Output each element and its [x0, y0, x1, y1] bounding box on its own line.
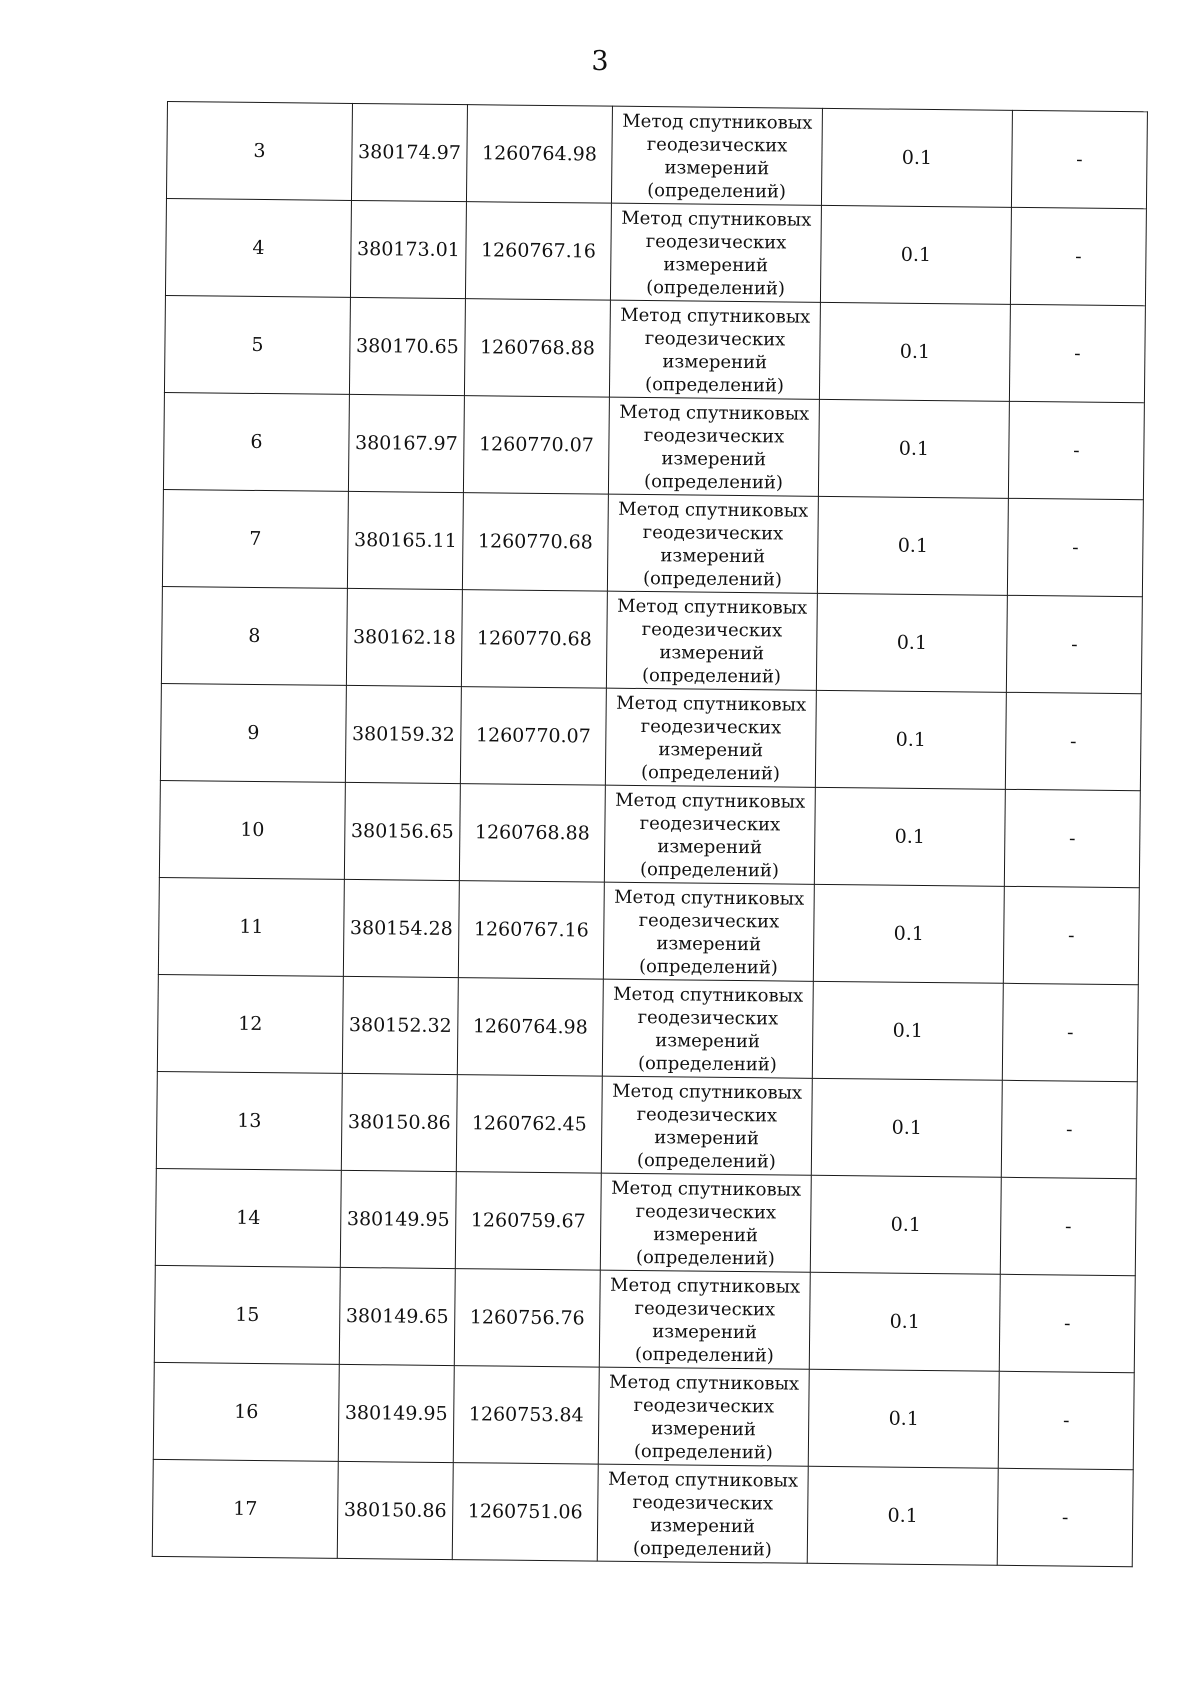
table-row [164, 295, 1145, 402]
table-row [156, 1071, 1137, 1178]
accuracy-cell: 0.1 [807, 1466, 998, 1565]
accuracy-cell: 0.1 [808, 1369, 999, 1468]
point-number-cell: 10 [159, 780, 345, 879]
note-cell: - [1002, 983, 1138, 1081]
note-cell: - [998, 1371, 1134, 1469]
y-coordinate-cell: 1260762.45 [456, 1075, 602, 1174]
accuracy-cell: 0.1 [812, 981, 1003, 1080]
point-number-cell: 7 [162, 489, 348, 588]
method-cell [611, 106, 822, 205]
method-line: геодезических [638, 909, 780, 933]
note-cell: - [999, 1274, 1135, 1372]
coordinates-table [152, 101, 1148, 1567]
method-cell [606, 591, 817, 690]
method-line: измерений [650, 1515, 756, 1538]
page-number: 3 [591, 46, 609, 77]
method-line: (определений) [638, 955, 779, 979]
table-row [152, 1459, 1133, 1566]
method-cell [607, 494, 818, 593]
x-coordinate-cell: 380170.65 [349, 297, 465, 395]
method-cell [603, 882, 814, 981]
y-coordinate-cell: 1260756.76 [454, 1269, 600, 1368]
note-cell: - [1000, 1177, 1136, 1275]
method-line: (определений) [633, 1440, 773, 1464]
y-coordinate-cell: 1260770.68 [462, 493, 608, 592]
table-row [166, 102, 1147, 209]
note-cell: - [1004, 789, 1140, 887]
method-line: Метод спутниковых [614, 886, 805, 910]
table-row [162, 489, 1143, 596]
method-cell [610, 203, 821, 302]
y-coordinate-cell: 1260764.98 [466, 105, 612, 204]
note-cell: - [1005, 692, 1141, 790]
x-coordinate-cell: 380154.28 [343, 879, 459, 977]
note-cell: - [1011, 110, 1147, 208]
accuracy-cell: 0.1 [814, 787, 1005, 886]
x-coordinate-cell: 380173.01 [350, 200, 466, 298]
method-line: Метод спутниковых [616, 692, 807, 716]
method-line: Метод спутниковых [622, 110, 813, 134]
method-cell [604, 785, 815, 884]
method-cell [609, 300, 820, 399]
method-line: (определений) [637, 1052, 777, 1076]
accuracy-cell: 0.1 [811, 1078, 1002, 1177]
method-line: геодезических [635, 1200, 777, 1224]
method-cell [599, 1270, 810, 1369]
method-line: геодезических [633, 1394, 775, 1418]
point-number-cell: 17 [152, 1459, 338, 1558]
method-cell [600, 1173, 811, 1272]
method-line: измерений [657, 836, 763, 859]
note-cell: - [1010, 207, 1146, 305]
method-line: Метод спутниковых [609, 1274, 801, 1298]
method-line: (определений) [632, 1537, 772, 1561]
note-cell: - [1001, 1080, 1137, 1178]
point-number-cell: 15 [154, 1265, 340, 1364]
method-line: (определений) [645, 374, 785, 397]
point-number-cell: 3 [166, 102, 352, 201]
x-coordinate-cell: 380149.65 [339, 1267, 455, 1365]
x-coordinate-cell: 380150.86 [337, 1461, 453, 1559]
point-number-cell: 4 [165, 198, 351, 297]
table-row [158, 877, 1139, 984]
method-line: геодезических [645, 231, 787, 254]
accuracy-cell: 0.1 [816, 593, 1007, 692]
x-coordinate-cell: 380149.95 [340, 1170, 456, 1268]
y-coordinate-cell: 1260764.98 [457, 978, 603, 1077]
x-coordinate-cell: 380165.11 [347, 491, 463, 589]
table-row [159, 780, 1140, 887]
coordinates-table-body [152, 102, 1147, 1567]
x-coordinate-cell: 380159.32 [345, 685, 461, 783]
method-line: Метод спутниковых [620, 304, 811, 328]
note-cell: - [1008, 401, 1144, 499]
point-number-cell: 13 [156, 1071, 342, 1170]
method-line: измерений [659, 642, 765, 665]
method-line: Метод спутниковых [619, 401, 810, 425]
point-number-cell: 5 [164, 295, 350, 394]
method-line: измерений [664, 157, 770, 180]
method-line: измерений [661, 448, 767, 471]
method-line: измерений [658, 739, 764, 762]
method-line: Метод спутниковых [615, 789, 806, 813]
method-line: геодезических [634, 1297, 776, 1321]
method-line: измерений [652, 1321, 758, 1344]
accuracy-cell: 0.1 [815, 690, 1006, 789]
method-line: измерений [655, 1030, 761, 1053]
y-coordinate-cell: 1260770.07 [460, 687, 606, 786]
table-row [154, 1265, 1135, 1372]
method-line: (определений) [643, 471, 784, 494]
point-number-cell: 11 [158, 877, 344, 976]
method-line: измерений [662, 351, 768, 374]
accuracy-cell: 0.1 [818, 399, 1009, 498]
table-row [161, 586, 1142, 693]
y-coordinate-cell: 1260768.88 [459, 784, 605, 883]
method-cell [601, 1076, 812, 1175]
y-coordinate-cell: 1260767.16 [465, 202, 611, 301]
method-line: геодезических [642, 522, 784, 545]
accuracy-cell: 0.1 [817, 496, 1008, 595]
method-line: Метод спутниковых [618, 498, 809, 522]
method-line: геодезических [637, 1006, 779, 1030]
method-line: геодезических [632, 1491, 774, 1515]
point-number-cell: 9 [160, 683, 346, 782]
table-row [153, 1362, 1134, 1469]
table-row [163, 392, 1144, 499]
method-line: геодезических [644, 328, 786, 351]
method-line: измерений [653, 1224, 759, 1247]
method-line: (определений) [636, 1149, 776, 1173]
table-row [165, 198, 1146, 305]
method-line: измерений [656, 933, 762, 956]
x-coordinate-cell: 380152.32 [342, 976, 458, 1074]
y-coordinate-cell: 1260770.68 [461, 590, 607, 689]
method-line: геодезических [639, 812, 781, 836]
method-line: геодезических [646, 134, 788, 157]
y-coordinate-cell: 1260759.67 [455, 1172, 601, 1271]
accuracy-cell: 0.1 [810, 1175, 1001, 1274]
y-coordinate-cell: 1260767.16 [458, 881, 604, 980]
note-cell: - [1006, 595, 1142, 693]
point-number-cell: 14 [155, 1168, 341, 1267]
method-line: геодезических [636, 1103, 778, 1127]
y-coordinate-cell: 1260770.07 [463, 396, 609, 495]
method-line: Метод спутниковых [621, 207, 812, 231]
table-row [155, 1168, 1136, 1275]
note-cell: - [1009, 304, 1145, 402]
x-coordinate-cell: 380156.65 [344, 782, 460, 880]
accuracy-cell: 0.1 [820, 205, 1011, 304]
y-coordinate-cell: 1260768.88 [464, 299, 610, 398]
accuracy-cell: 0.1 [819, 302, 1010, 401]
method-cell [602, 979, 813, 1078]
method-line: геодезических [641, 619, 783, 642]
method-cell [597, 1464, 808, 1563]
method-line: Метод спутниковых [607, 1468, 799, 1492]
y-coordinate-cell: 1260753.84 [453, 1366, 599, 1465]
method-line: (определений) [634, 1343, 774, 1367]
method-line: (определений) [641, 665, 782, 688]
x-coordinate-cell: 380174.97 [351, 103, 467, 201]
point-number-cell: 16 [153, 1362, 339, 1461]
x-coordinate-cell: 380162.18 [346, 588, 462, 686]
method-line: (определений) [639, 858, 780, 882]
method-line: Метод спутниковых [613, 983, 804, 1007]
point-number-cell: 6 [163, 392, 349, 491]
method-line: измерений [651, 1418, 757, 1441]
method-line: геодезических [640, 715, 782, 739]
method-line: (определений) [646, 277, 786, 300]
method-line: Метод спутниковых [617, 595, 808, 619]
x-coordinate-cell: 380149.95 [338, 1364, 454, 1462]
accuracy-cell: 0.1 [813, 884, 1004, 983]
note-cell: - [1007, 498, 1143, 596]
method-line: Метод спутниковых [611, 1177, 802, 1201]
method-line: геодезических [643, 425, 785, 448]
accuracy-cell: 0.1 [821, 108, 1012, 207]
method-cell [598, 1367, 809, 1466]
note-cell: - [997, 1468, 1133, 1566]
table-row [157, 974, 1138, 1081]
method-line: измерений [660, 545, 766, 568]
method-line: (определений) [642, 568, 783, 591]
method-line: измерений [654, 1127, 760, 1150]
method-line: Метод спутниковых [608, 1371, 800, 1395]
method-line: (определений) [647, 180, 787, 203]
method-line: измерений [663, 254, 769, 277]
accuracy-cell: 0.1 [809, 1272, 1000, 1371]
method-line: (определений) [635, 1246, 775, 1270]
method-line: Метод спутниковых [612, 1080, 803, 1104]
y-coordinate-cell: 1260751.06 [452, 1463, 598, 1562]
point-number-cell: 8 [161, 586, 347, 685]
x-coordinate-cell: 380150.86 [341, 1073, 457, 1171]
table-row [160, 683, 1141, 790]
x-coordinate-cell: 380167.97 [348, 394, 464, 492]
point-number-cell: 12 [157, 974, 343, 1073]
method-cell [605, 688, 816, 787]
note-cell: - [1003, 886, 1139, 984]
method-cell [608, 397, 819, 496]
method-line: (определений) [640, 762, 781, 785]
